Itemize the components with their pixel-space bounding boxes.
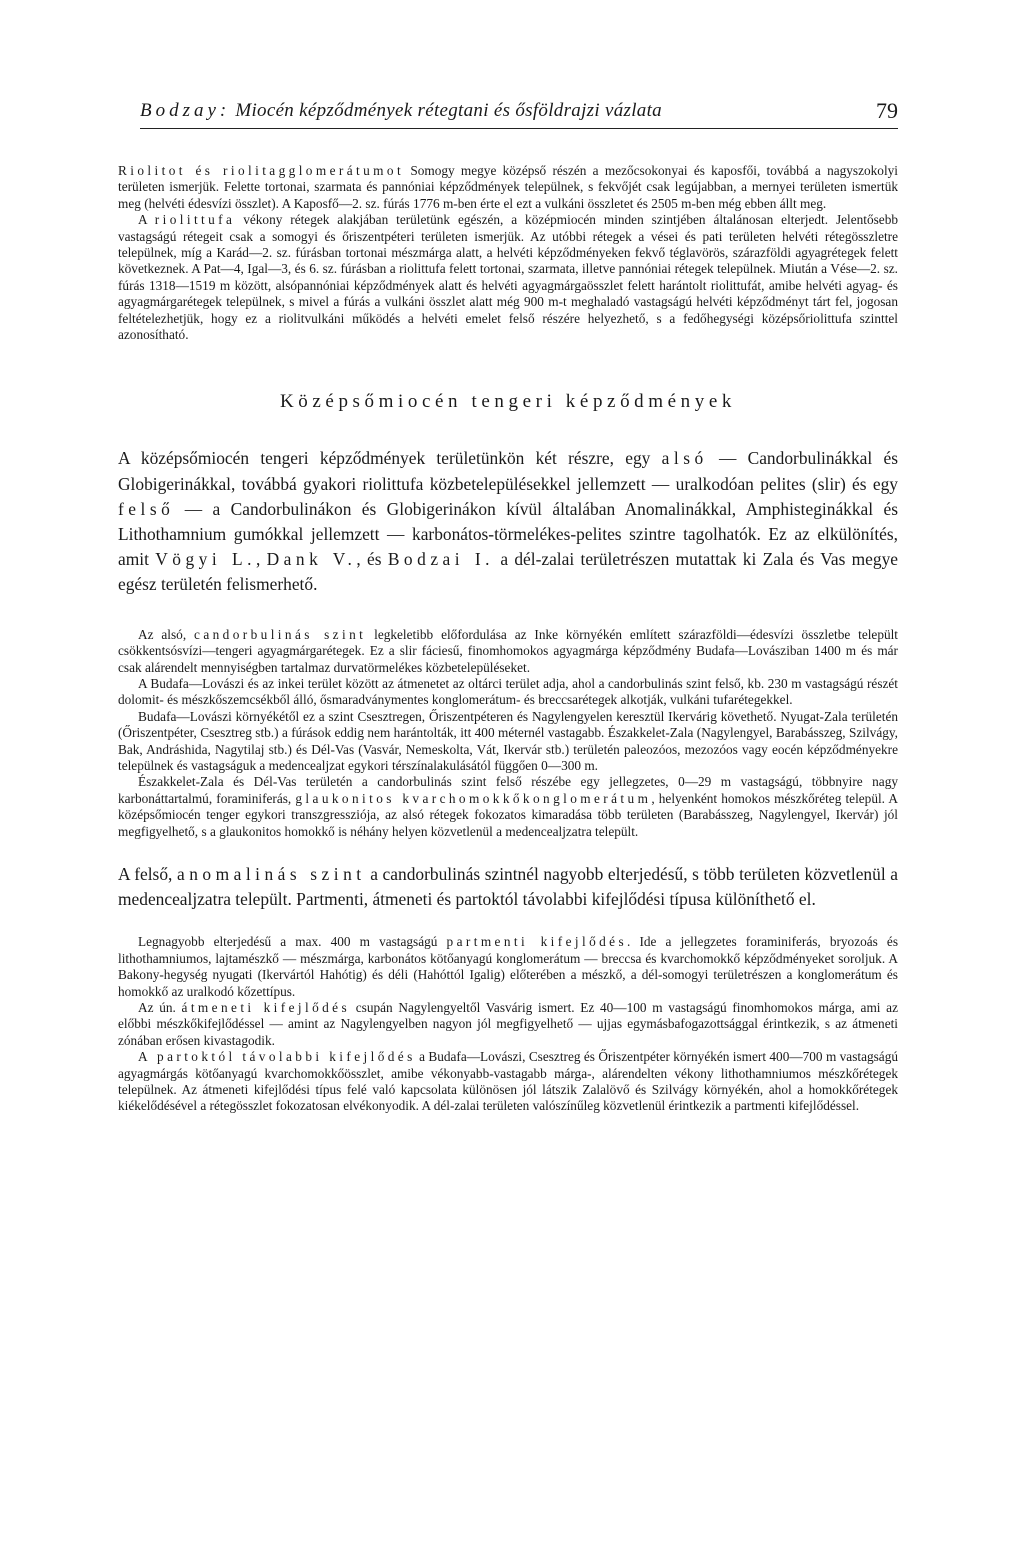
page-number: 79 (876, 98, 898, 123)
running-title (140, 100, 662, 122)
spaced-term: A partoktól távolabbi kifejlődés (138, 1049, 416, 1065)
spaced-term: átmeneti kifejlődés (181, 1000, 351, 1015)
spaced-term: riolittufa (154, 212, 236, 228)
paragraph-riolittufa (118, 212, 898, 343)
intro-block (118, 163, 898, 343)
paragraph-text: , és (356, 549, 388, 570)
running-header (140, 100, 898, 129)
paragraph-text: Északkelet-Zala és Dél-Vas területén a candorbulinás szint felső részébe egy jellegzetes, 0—29 m vastagságú, többnyire nagy karbonáttartalmú, foraminiferás, (118, 774, 898, 806)
paragraph-text: csupán Nagylengyeltől Vasvárig ismert. Ez 40—100 m vastagságú finomhomokos márga, ami az előbbi mészkőkifejlődéssel — amint az Nagylengyelben nagyon jól megfigyelhető — ujjas egymásbafogazottsággal érintkezik, s az átmeneti zónában erősen kivastagodik. (118, 1000, 898, 1048)
paragraph-text: Legnagyobb elterjedésű a max. 400 m vastagságú (138, 934, 447, 950)
also-block (118, 627, 898, 840)
paragraph-text: — Candorbulinákkal és Globigerinákkal, továbbá gyakori riolittufa közbetelepülésekkel jellemzett — uralkodóan pelites (slir) és egy (118, 448, 898, 494)
section-heading: Középsőmiocén tengeri képződmények (279, 391, 737, 413)
paragraph-text: Somogy megye középső részén a mezőcsokonyai és kaposfői, továbbá a nagyszokolyi területen ismerjük. Felette tortonai, szarmata és pannóniai képződmények települnek, s fekvőjét csak legújabban, a mernyei területen ismertük meg (helvéti édesvízi összlet). A Kaposfő—2. sz. fúrás 1776 m-ben érte el ezt a vulkáni összletet és 2505 m-ben még ebben állt meg. (118, 163, 898, 211)
spaced-term: alsó (661, 448, 708, 469)
paragraph-text: a dél-zalai területrészen mutattak ki Zala és Vas megye egész területén felismerhető. (118, 549, 898, 595)
paragraph-text: Az ún. (138, 1000, 182, 1015)
spaced-term: glaukonitos kvarchomokkőkonglomerátum (295, 790, 652, 806)
paragraph-text: a Budafa—Lovászi, Csesztreg és Őriszentpéter környékén ismert 400—700 m vastagságú agyagmárgás kötőanyagú kvarchomokkőösszlet, amibe vékonyabb-vastagabb márga-, alárendelten vékony lithothamniumos mészkőrétegek települnek. Az átmeneti kifejlődési típus felé való kapcsolata különösen jól látszik Zalalövő és Szilvágy környékén, ahol a homokkőrétegek kiékelődésével a rétegösszlet fokozatosan elvékonyodik. A dél-zalai területen valószínűleg közvetlenül érintkezik a partmenti kifejlődéssel. (118, 1049, 898, 1114)
paragraph-felso-3 (118, 1049, 898, 1115)
paragraph-felso-2 (118, 1000, 898, 1049)
paragraph-felso-intro (118, 862, 898, 912)
paragraph-text: A (138, 212, 155, 228)
paragraph-text: vékony rétegek alakjában területünk egészén, a középmiocén minden szintjében általánosan elterjedt. Jelentősebb vastagságú rétegeit csak a somogyi és őriszentpéteri területen ismerjük. Az utóbbi rétegek a vései és pati területen helvéti rétegösszletre települnek, míg a Karád—2. sz. fúrásban tortonai mészmárga alatt, a helvéti képződményeken fekvő téglavörös, szárazföldi agyagrétegek felett következnek. A Pat—4, Igal—3, és 6. sz. fúrásban a riolittufa felett tortonai, szarmata, illetve pannóniai rétegek települnek. Miután a Vése—2. sz. fúrás 1318—1519 m között, alsópannóniai képződmények alatt és helvéti agyagmárgaösszlet felett harántolt riolittufát, amibe helvéti agyag- és agyagmárgarétegek települnek, s mivel a fúrás a vulkáni összlet alatt még 900 m-t meghaladó vastagságú helvéti képződményt tárt fel, jogosan feltételezhetjük, hogy ez a riolitvulkáni működés a helvéti emelet felső részére helyezhető, s a fedőhegységi középsőriolittufa szinttel azonosítható. (118, 212, 898, 343)
paragraph-text: a candorbulinás szintnél nagyobb elterjedésű, s több területen közvetlenül a medencealjzatra települt. Partmenti, átmeneti és partoktól távolabbi kifejlődési típusa különíthető el. (118, 863, 898, 910)
paragraph-text: Az alsó, (138, 626, 195, 642)
spaced-term: felső (118, 498, 175, 519)
main-paragraph-2 (118, 862, 898, 912)
paragraph-felso-1 (118, 934, 898, 1000)
author-name: Vögyi L. (155, 549, 256, 570)
paragraph-text: A középsőmiocén tengeri képződmények területünkön két részre, egy (118, 448, 662, 469)
paragraph-text: A felső, (118, 863, 177, 884)
paragraph-text: legkeletibb előfordulása az Inke környékén említett szárazföldi—édesvízi összletbe települt csökkentsósvízi—tengeri agyagmárgarétegek. Ez a slir fáciesű, finomhomokos agyagmárga képződmény Budafa—Lovásziban 1400 m és már csak alárendelt mennyiségben tartalmaz durvatörmelékes közbetelepüléseket. (118, 626, 899, 675)
paragraph-text: — a Candorbulinákon és Globigerinákon kívül általában Anomalinákkal, Amphisteginákkal és Lithothamnium gumókkal jellemzett — karbonátos-törmelékes-pelites szintre tagolhatók. Ez az elkülönítés, amit (118, 498, 898, 570)
felso-block (118, 934, 898, 1114)
spaced-term: anomalinás szint (176, 863, 366, 884)
header-title: Miocén képződmények rétegtani és ősföldrajzi vázlata (235, 100, 662, 121)
paragraph-intro-main (118, 446, 898, 597)
page (118, 100, 898, 1115)
paragraph-also-2: A Budafa—Lovászi és az inkei terület között az átmenetet az oltárci terület adja, ahol a candorbulinás szint felső, kb. 230 m vastagságú részét dolomit- és mészkőszemcsékből álló, ősmaradványmentes konglomerátum- és breccsarétegek alkotják, vulkáni tufarétegekkel. (118, 675, 898, 708)
paragraph-riolit (118, 163, 898, 212)
paragraph-text: , (255, 549, 267, 570)
paragraph-text: , helyenként homokos mészkőréteg települ. A középsőmiocén tenger egykori transzgressziója, az alsó rétegek fokozatos kimaradása több területen (Barabásszeg, Nagylengyel, Ikervár) jól megfigyelhető, s a glaukonitos homokkő is néhány helyen közvetlenül a medencealjzatra települt. (118, 790, 898, 839)
spaced-term: candorbulinás szint (194, 626, 367, 642)
paragraph-also-3: Budafa—Lovászi környékétől ez a szint Csesztregen, Őriszentpéteren és Nagylengyelen keresztül Ikervárig követhető. Nyugat-Zala területén (Őriszentpéter, Csesztreg stb.) a fúrások eddig nem harántolták, itt 400 méternél vastagabb. Északkelet-Zala (Nagylengyel, Barabásszeg, Szilvágy, Bak, Andráshida, Nagytilaj stb.) és Dél-Vas (Vasvár, Nemeskolta, Vát, Ikervár stb.) területén paleozóos, mezozóos vagy eocén képződményekre települnek és vastagságuk a medencealjzat egykori térszínalakulásától függően 0—300 m. (118, 708, 898, 773)
paragraph-also-1 (118, 627, 898, 676)
header-author: Bodzay: (140, 100, 231, 121)
main-paragraph-1 (118, 446, 898, 597)
paragraph-also-4 (118, 774, 898, 840)
paragraph-text: . Ide a jellegzetes foraminiferás, bryozoás és lithothamniumos, lajtamészkő — mészmárga, karbonátos kötőanyagú konglomerátum — breccsa és kvarchomokkő képződményeket soroljuk. A Bakony-hegység nyugati (Ikervártól Hahótig) és déli (Hahóttól Igalig) előterében a mészkő, a dél-somogyi területrészen a konglomerátum és homokkő az uralkodó kőzettípus. (118, 934, 899, 999)
author-name: Bodzai I. (387, 549, 495, 570)
author-name: Dank V. (266, 549, 357, 570)
spaced-term: Riolitot és riolitagglomerátumot (118, 163, 405, 178)
spaced-term: partmenti kifejlődés (446, 934, 628, 950)
